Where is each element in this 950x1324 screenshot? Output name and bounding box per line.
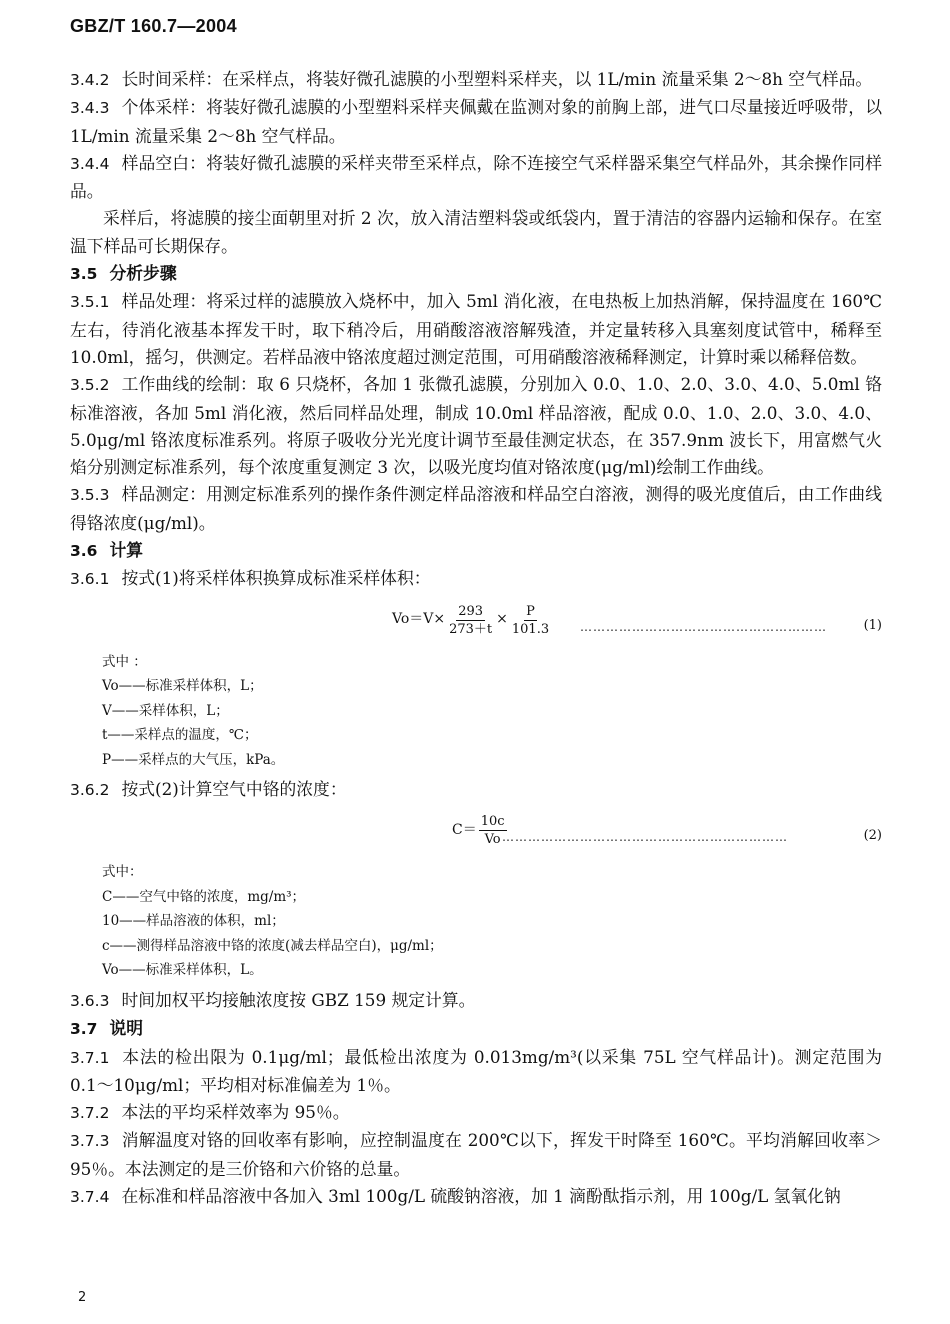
clause-text: 在标准和样品溶液中各加入 3ml 100g/L 硫酸钠溶液，加 1 滴酚酞指示剂，用 100g/L 氢氧化钠 bbox=[121, 1186, 841, 1207]
clause-text: 工作曲线的绘制：取 6 只烧杯，各加 1 张微孔滤膜，分别加入 0.0、1.0、2.0、3.0、4.0、5.0ml 铬标准溶液，各加 5ml 消化液，然后同样品处理，制成 10.0ml 样品溶液，配成 0.0、1.0、2.0、3.0、4.0、5.0μg/ml 铬浓度标准系列。将原子吸收分光光度计调节至最佳测定状态，在 357.9nm 波长下，用富燃气火焰分别测定标准系列，每个浓度重复测定 3 次，以吸光度均值对铬浓度(μg/ml)绘制工作曲线。 bbox=[70, 374, 882, 478]
leader-dots: ………………………………………………………… bbox=[502, 830, 788, 845]
clause-3-7-2 bbox=[70, 1099, 882, 1127]
section-number: 3.6 bbox=[70, 542, 98, 561]
section-title: 分析步骤 bbox=[109, 263, 177, 284]
clause-3-7-1 bbox=[70, 1044, 882, 1100]
after-sampling-paragraph: 采样后，将滤膜的接尘面朝里对折 2 次，放入清洁塑料袋或纸袋内，置于清洁的容器内运输和保存。在室温下样品可长期保存。 bbox=[70, 208, 882, 256]
definition-item: 10——样品溶液的体积，ml； bbox=[102, 913, 285, 930]
clause-3-4-3 bbox=[70, 94, 882, 150]
page-body bbox=[70, 66, 882, 1211]
definition-item: Vo——标准采样体积，L。 bbox=[102, 962, 263, 979]
multiply-sign: × bbox=[496, 611, 508, 628]
clause-3-5-2 bbox=[70, 371, 882, 481]
definition-item: P——采样点的大气压，kPa。 bbox=[102, 751, 285, 768]
clause-number: 3.7.4 bbox=[70, 1188, 110, 1207]
formula-1-definitions bbox=[102, 650, 882, 773]
section-title: 计算 bbox=[109, 540, 144, 561]
denominator: Vo bbox=[484, 832, 501, 848]
clause-number: 3.5.2 bbox=[70, 376, 110, 395]
formula-lhs: Vo＝V× bbox=[392, 611, 446, 628]
clause-text: 个体采样：将装好微孔滤膜的小型塑料采样夹佩戴在监测对象的前胸上部，进气口尽量接近呼吸带，以 1L/min 流量采集 2～8h 空气样品。 bbox=[70, 97, 882, 146]
equation-number: (1) bbox=[863, 617, 882, 633]
clause-text: 长时间采样：在采样点，将装好微孔滤膜的小型塑料采样夹，以 1L/min 流量采集 2～8h 空气样品。 bbox=[121, 69, 873, 89]
clause-3-4-4 bbox=[70, 150, 882, 206]
clause-text: 消解温度对铬的回收率有影响，应控制温度在 200℃以下，挥发干时降至 160℃。平均消解回收率＞95％。本法测定的是三价铬和六价铬的总量。 bbox=[70, 1130, 882, 1179]
definitions-intro: 式中： bbox=[102, 864, 143, 881]
clause-text: 按式(2)计算空气中铬的浓度： bbox=[121, 779, 347, 800]
definition-item: c——测得样品溶液中铬的浓度(减去样品空白)，μg/ml； bbox=[102, 937, 443, 954]
numerator: 293 bbox=[458, 603, 484, 619]
clause-number: 3.4.2 bbox=[70, 71, 110, 89]
formula-2-row bbox=[70, 810, 882, 856]
clause-text: 样品空白：将装好微孔滤膜的采样夹带至采样点，除不连接空气采样器采集空气样品外，其余操作同样品。 bbox=[70, 152, 882, 202]
formula-lhs: C＝ bbox=[452, 822, 477, 839]
definitions-intro: 式中 ： bbox=[102, 653, 147, 670]
definition-item: t——采样点的温度，℃； bbox=[102, 727, 258, 744]
clause-3-6-3 bbox=[70, 987, 882, 1015]
clause-3-7-4 bbox=[70, 1183, 882, 1211]
formula-1-row bbox=[70, 600, 882, 646]
section-title: 说明 bbox=[109, 1018, 144, 1039]
clause-text: 样品测定：用测定标准系列的操作条件测定样品溶液和样品空白溶液，测得的吸光度值后，由工作曲线得铬浓度(μg/ml)。 bbox=[70, 484, 882, 533]
clause-3-4-2 bbox=[70, 66, 882, 94]
clause-3-7-3 bbox=[70, 1127, 882, 1183]
clause-text: 按式(1)将采样体积换算成标准采样体积： bbox=[121, 568, 431, 589]
equation-number: (2) bbox=[863, 828, 882, 844]
clause-text: 本法的平均采样效率为 95％。 bbox=[121, 1102, 350, 1123]
fraction-pressure bbox=[510, 604, 551, 637]
clause-number: 3.7.1 bbox=[70, 1048, 110, 1067]
clause-text: 时间加权平均接触浓度按 GBZ 159 规定计算。 bbox=[121, 989, 476, 1010]
document-id-header: GBZ/T 160.7—2004 bbox=[70, 16, 237, 36]
section-number: 3.7 bbox=[70, 1020, 98, 1039]
formula-1 bbox=[392, 604, 553, 637]
clause-text: 本法的检出限为 0.1μg/ml；最低检出浓度为 0.013mg/m³(以采集 75L 空气样品计)。测定范围为 0.1～10μg/ml；平均相对标准偏差为 1％。 bbox=[70, 1046, 882, 1095]
clause-text: 样品处理：将采过样的滤膜放入烧杯中，加入 5ml 消化液，在电热板上加热消解，保持温度在 160℃左右，待消化液基本挥发干时，取下稍冷后，用硝酸溶液溶解残渣，并定量转移入具塞刻度试管中，稀释至 10.0ml，摇匀，供测定。若样品液中铬浓度超过测定范围，可用硝酸溶液稀释测定，计算时乘以稀释倍数。 bbox=[70, 291, 882, 367]
fraction-temperature bbox=[447, 604, 494, 637]
clause-number: 3.5.1 bbox=[70, 293, 110, 312]
definition-item: Vo——标准采样体积，L； bbox=[102, 678, 263, 695]
clause-number: 3.7.3 bbox=[70, 1132, 110, 1151]
section-heading-3-6 bbox=[70, 537, 882, 565]
section-heading-3-7 bbox=[70, 1015, 882, 1043]
clause-3-5-1 bbox=[70, 288, 882, 371]
clause-number: 3.6.1 bbox=[70, 570, 110, 589]
numerator: P bbox=[526, 603, 535, 619]
clause-number: 3.4.4 bbox=[70, 154, 110, 173]
denominator: 101.3 bbox=[511, 621, 550, 637]
leader-dots: ………………………………………………… bbox=[580, 619, 827, 634]
clause-number: 3.7.2 bbox=[70, 1104, 110, 1123]
clause-number: 3.4.3 bbox=[70, 99, 110, 118]
denominator: 273＋t bbox=[449, 621, 493, 637]
clause-3-6-2 bbox=[70, 776, 882, 804]
clause-3-5-3 bbox=[70, 481, 882, 537]
numerator: 10c bbox=[480, 814, 505, 830]
section-heading-3-5 bbox=[70, 260, 882, 288]
clause-number: 3.6.3 bbox=[70, 991, 110, 1010]
clause-number: 3.6.2 bbox=[70, 781, 110, 800]
formula-2 bbox=[452, 814, 509, 847]
section-number: 3.5 bbox=[70, 265, 98, 284]
clause-3-6-1 bbox=[70, 565, 882, 593]
formula-2-definitions bbox=[102, 860, 882, 983]
page-number: 2 bbox=[78, 1290, 87, 1305]
definition-item: C——空气中铬的浓度，mg/m³； bbox=[102, 888, 306, 905]
definition-item: V——采样体积，L； bbox=[102, 702, 229, 719]
clause-number: 3.5.3 bbox=[70, 486, 110, 505]
